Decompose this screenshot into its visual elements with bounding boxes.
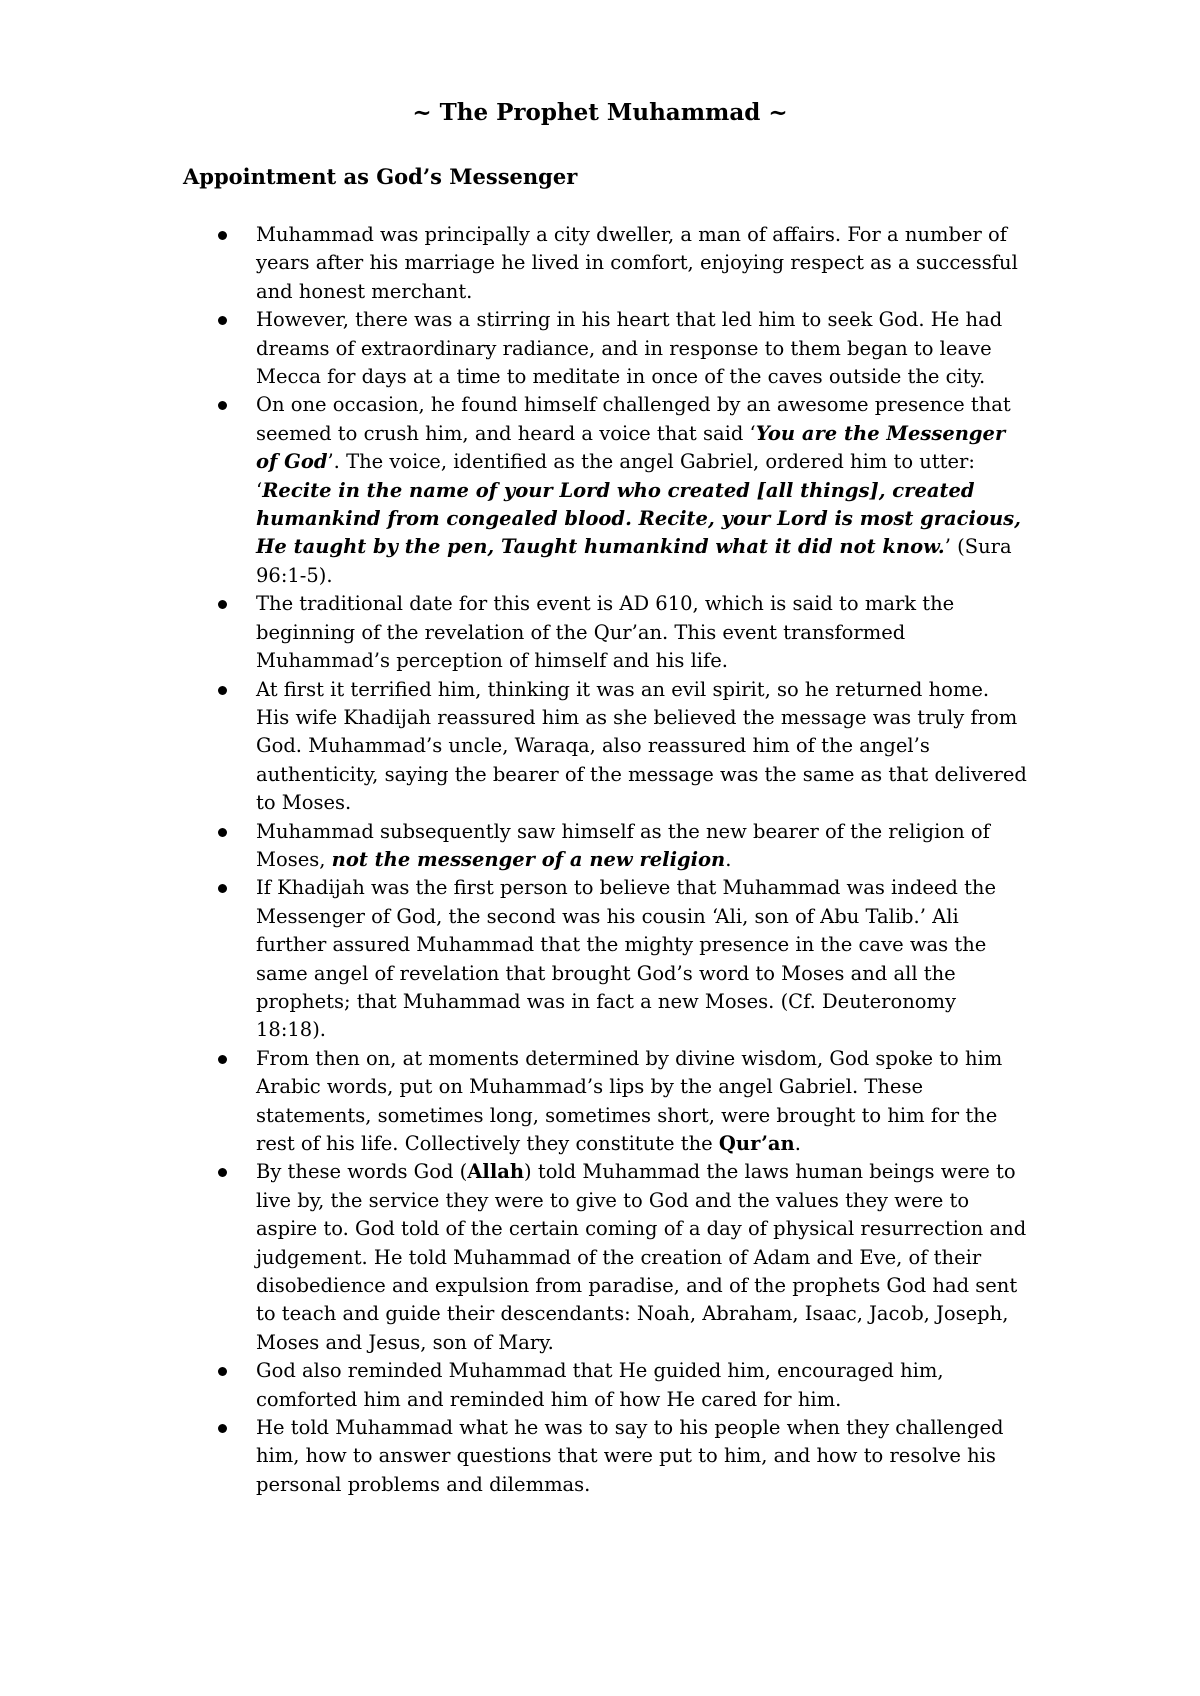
list-item: [0, 306, 1028, 391]
bullet-text: .: [725, 847, 732, 871]
bullet-text: By these words God (: [256, 1160, 468, 1184]
bullet-text: However, there was a stirring in his heart that led him to seek God. He had dreams of extraordinary radiance, and in response to them began to leave Mecca for days at a time to meditate in once of the caves outside the city.: [256, 308, 1003, 389]
list-item: [0, 1045, 1028, 1159]
bullet-text: On one occasion, he found himself challenged by an awesome presence that seemed to crush him, and heard a voice that said ‘: [256, 393, 1011, 445]
bullet-text: ’. The voice, identified as the angel Gabriel, ordered him to utter: ‘: [256, 450, 975, 502]
bullet-icon: [218, 1055, 227, 1064]
list-item: [0, 874, 1028, 1044]
bullet-icon: [218, 686, 227, 695]
bullet-text: Muhammad subsequently saw himself as the new bearer of the religion of Moses,: [256, 819, 990, 871]
list-item: [0, 676, 1028, 818]
emphasis-text: You are the Messenger of God: [256, 421, 1006, 474]
quran-quote: Recite in the name of your Lord who created [all things], created humankind from congealed blood. Recite, your Lord is most gracious, He taught by the pen, Taught humankind what it did not know.: [256, 478, 1021, 559]
list-item: [0, 391, 1028, 590]
emphasis-text: not the messenger of a new religion: [331, 847, 726, 871]
bullet-text: Muhammad was principally a city dweller, a man of affairs. For a number of years after his marriage he lived in comfort, enjoying respect as a successful and honest merchant.: [256, 223, 1018, 303]
list-item: [0, 1357, 1028, 1414]
bold-term: Allah: [467, 1160, 525, 1184]
bullet-text: God also reminded Muhammad that He guided him, encouraged him, comforted him and reminded him of how He cared for him.: [256, 1359, 944, 1411]
bullet-icon: [218, 1168, 227, 1177]
bullet-text: If Khadijah was the first person to believe that Muhammad was indeed the Messenger of God, the second was his cousin ‘Ali, son of Abu Talib.’ Ali further assured Muhammad that the mighty presence in the cave was the same angel of revelation that brought God’s word to Moses and all the prophets; that Muhammad was in fact a new Moses. (Cf. Deuteronomy 18:18).: [256, 876, 997, 1042]
bullet-text: At first it terrified him, thinking it was an evil spirit, so he returned home. His wife Khadijah reassured him as she believed the message was truly from God. Muhammad’s uncle, Waraqa, also reassured him of the angel’s authenticity, saying the bearer of the message was the same as that delivered to Moses.: [256, 677, 1027, 815]
page-title: ~ The Prophet Muhammad ~: [412, 99, 788, 126]
list-item: [0, 1414, 1028, 1499]
bullet-icon: [218, 1424, 227, 1433]
bullet-text: From then on, at moments determined by divine wisdom, God spoke to him Arabic words, put on Muhammad’s lips by the angel Gabriel. These statements, sometimes long, sometimes short, were brought to him for the rest of his life. Collectively they constitute the: [256, 1046, 1003, 1155]
bullet-icon: [218, 884, 227, 893]
bullet-icon: [218, 316, 227, 325]
bullet-text: The traditional date for this event is AD 610, which is said to mark the beginning of the revelation of the Qur’an. This event transformed Muhammad’s perception of himself and his life.: [256, 592, 955, 673]
list-item: [0, 221, 1028, 306]
bullet-list: [0, 221, 1200, 1499]
bullet-icon: [218, 231, 227, 240]
bullet-icon: [218, 828, 227, 837]
list-item: [0, 1158, 1028, 1357]
bullet-text: .: [794, 1132, 801, 1155]
bold-term: Qur’an: [718, 1132, 795, 1155]
list-item: [0, 590, 1028, 675]
bullet-text: He told Muhammad what he was to say to his people when they challenged him, how to answer questions that were put to him, and how to resolve his personal problems and dilemmas.: [256, 1416, 1004, 1496]
section-heading: Appointment as God’s Messenger: [183, 164, 578, 189]
list-item: [0, 818, 1028, 875]
bullet-text: ) told Muhammad the laws human beings were to live by, the service they were to give to God and the values they were to aspire to. God told of the certain coming of a day of physical resurrection and judgement. He told Muhammad of the creation of Adam and Eve, of their disobedience and expulsion from paradise, and of the prophets God had sent to teach and guide their descendants: Noah, Abraham, Isaac, Jacob, Joseph, Moses and Jesus, son of Mary.: [256, 1160, 1027, 1354]
bullet-icon: [218, 1367, 227, 1376]
bullet-text: ’ (Sura 96:1-5).: [256, 535, 1012, 587]
bullet-icon: [218, 401, 227, 410]
bullet-icon: [218, 600, 227, 609]
